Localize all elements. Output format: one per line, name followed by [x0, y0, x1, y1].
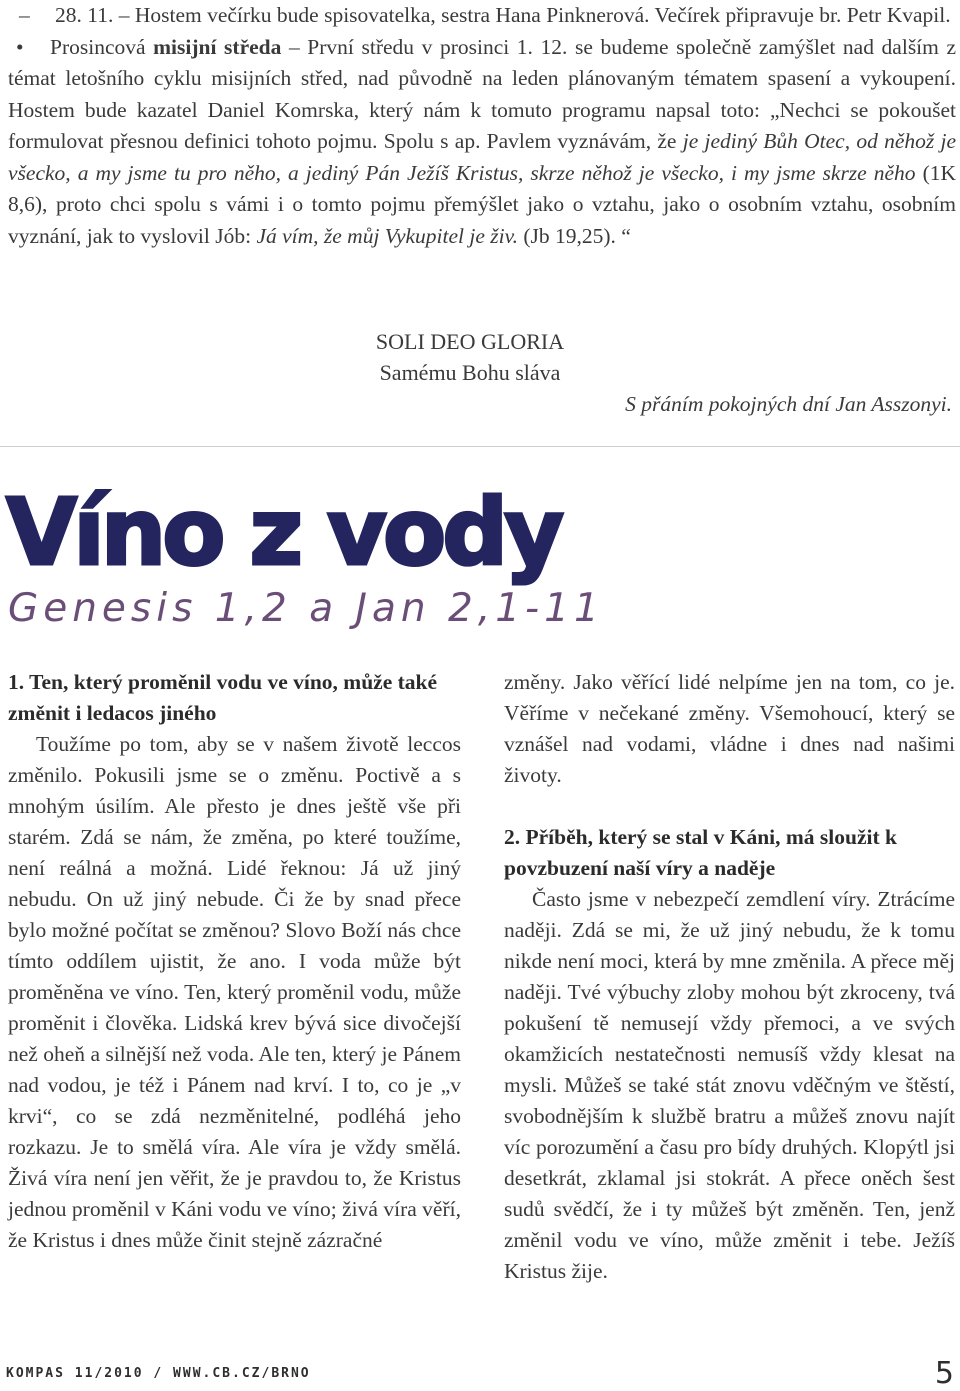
section-2-text: Často jsme v nebezpečí zemdlení víry. Ztrácíme naději. Zdá se mi, že už jiný nebudu, že k tomu nikde není moci, která by mne změnila. A přece měj naději. Tvé výbuchy zloby mohou být zkroceny, tvá pokušení tě nemusejí vždy přemoci, a ve svých okamžicích nestatečnosti nemusíš vždy klesat na mysli. Můžeš se také stát znovu vděčným ve štěstí, svobodnějším k službě bratru a můžeš znovu najít víc porozumění a času pro bídy druhých. Klopýtl jsi desetkrát, zklamal jsi stokrát. A přece oněch šest sudů svědčí, že i ty můžeš být změněn. Ten, jenž změnil vodu ve víno, může změnit i tebe. Ježíš Kristus žije. [504, 887, 955, 1283]
announcement-2-quote-italic: je jediný Bůh Otec, od něhož je všecko, a my jsme tu pro něho, a jediný Pán Ježíš Kristus, skrze něhož je všecko, i my jsme skrze něho [8, 129, 956, 185]
dash-marker: – [19, 3, 30, 27]
section-1-text: Toužíme po tom, aby se v našem životě leccos změnilo. Pokusili jsme se o změnu. Poctivě a s mnohým úsilím. Ale přesto je dnes ještě vše při starém. Zdá se nám, že změna, po které toužíme, není reálná a možná. Lidé řeknou: Já už jiný nebudu. On už jiný nebude. Či že by snad přece bylo možné počítat se změnou? Slovo Boží nás chce tímto oddílem ujistit, že ano. I voda může být proměněna ve víno. Ten, který proměnil vodu, může proměnit i člověka. Lidská krev bývá sice divočejší než oheň a silnější než voda. Ale ten, který je Pánem nad vodou, je též i Pánem nad krví. I to, co je „v krvi“, co se zdá nezměnitelné, podléhá jeho rozkazu. Je to smělá víra. Ale víra je vždy smělá. Živá víra není jen věřit, že je pravdou to, že Kristus jednou proměnil v Káni vodu ve víno; živá víra věří, že Kristus i dnes může činit stejně zázračné [8, 732, 461, 1252]
article-title: Víno z vody [6, 479, 561, 586]
signature: S přáním pokojných dní Jan Asszonyi. [625, 392, 952, 416]
announcement-item-1 [8, 0, 956, 32]
announcement-1-text: 28. 11. – Hostem večírku bude spisovatelka, sestra Hana Pinknerová. Večírek připravuje br. Petr Kvapil. [55, 3, 951, 27]
announcement-2-text-g: (Jb 19,25). “ [517, 223, 631, 248]
closing-block [270, 326, 670, 388]
announcement-2-bold: misijní středa [153, 34, 282, 59]
announcement-2-text-a: Prosincová [50, 34, 154, 59]
footer-masthead: KOMPAS 11/2010 / WWW.CB.CZ/BRNO [6, 1366, 311, 1381]
right-column [504, 667, 955, 1287]
announcement-item-2 [8, 32, 956, 253]
section-1-continued: změny. Jako věřící lidé nelpíme jen na tom, co je. Věříme v nečekané změny. Všemohoucí, který se vznášel nad vodami, vládne i dnes nad našimi životy. [504, 670, 955, 787]
announcement-2-job-quote: Já vím, že můj Vykupitel je živ. [256, 223, 518, 248]
section-2-heading: 2. Příběh, který se stal v Káni, má sloužit k povzbuzení naší víry a naděje [504, 825, 897, 880]
soli-deo-gloria: SOLI DEO GLORIA [375, 329, 565, 354]
announcements [8, 0, 956, 252]
bullet-icon: • [16, 34, 24, 59]
section-1-heading: 1. Ten, který proměnil vodu ve víno, může také změnit i ledacos jiného [8, 670, 438, 725]
article-subtitle: Genesis 1,2 a Jan 2,1-11 [8, 586, 604, 631]
announcement-2-text-c: – První středu v prosinci 1. 12. se budeme společně zamýšlet nad dalším z témat letošního cyklu misijních střed, nad původně na leden plánovaným tématem spasení a vykoupení. Hostem bude kazatel Daniel Komrska, který nám k tomuto programu napsal toto: „Nechci se pokoušet formulovat přesnou definici tohoto pojmu. Spolu s ap. Pavlem vyznávám, že [8, 34, 957, 153]
divider [0, 446, 960, 447]
page-number: 5 [934, 1356, 954, 1391]
left-column [8, 667, 461, 1256]
samemu-bohu-slava: Samému Bohu sláva [379, 360, 561, 385]
announcement-2-text-e: (1K 8,6), proto chci spolu s vámi i o tomto pojmu přemýšlet jako o vztahu, jako o osobním vztahu, osobním vyznání, jak to vyslovil Jób: [8, 160, 957, 248]
